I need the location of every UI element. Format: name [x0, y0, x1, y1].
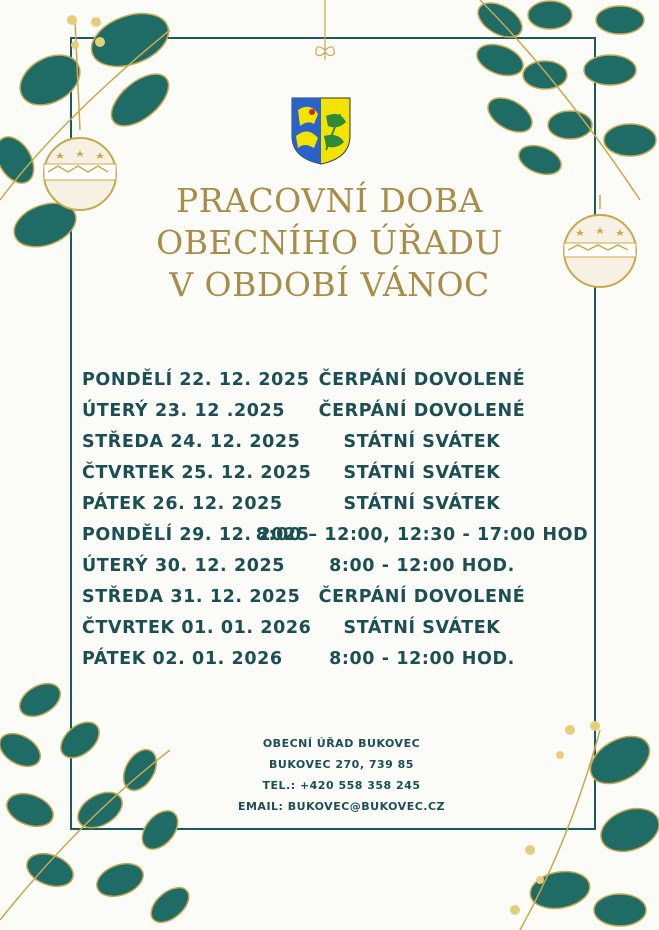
schedule-row: [82, 463, 602, 494]
schedule-day: ČTVRTEK 25. 12. 2025: [82, 463, 312, 483]
schedule-row: [82, 556, 602, 587]
schedule-row: [82, 618, 602, 649]
title-line-3: V OBDOBÍ VÁNOC: [169, 265, 490, 304]
page-title: [0, 180, 659, 306]
schedule-info: ČERPÁNÍ DOVOLENÉ: [318, 401, 526, 421]
schedule-row: [82, 494, 602, 525]
footer-office: OBECNÍ ÚŘAD BUKOVEC: [262, 737, 421, 750]
schedule-info: ČERPÁNÍ DOVOLENÉ: [318, 370, 526, 390]
ornament-string-icon: [310, 0, 340, 75]
schedule-day: PONDĚLÍ 29. 12. 2025: [82, 525, 310, 545]
schedule-row: [82, 370, 602, 401]
schedule-day: STŘEDA 24. 12. 2025: [82, 432, 301, 452]
footer-address: BUKOVEC 270, 739 85: [269, 758, 414, 771]
schedule-day: PÁTEK 02. 01. 2026: [82, 649, 283, 669]
schedule-day: ÚTERÝ 30. 12. 2025: [82, 556, 286, 576]
leaf-branch-icon: [470, 0, 659, 200]
footer-email: EMAIL: BUKOVEC@BUKOVEC.CZ: [237, 800, 446, 813]
schedule-day: PÁTEK 26. 12. 2025: [82, 494, 283, 514]
schedule-row: [82, 401, 602, 432]
schedule-info: STÁTNÍ SVÁTEK: [343, 494, 501, 514]
schedule-day: PONDĚLÍ 22. 12. 2025: [82, 370, 310, 390]
title-line-1: PRACOVNÍ DOBA: [176, 181, 483, 220]
schedule-day: STŘEDA 31. 12. 2025: [82, 587, 301, 607]
schedule-day: ČTVRTEK 01. 01. 2026: [82, 618, 312, 638]
leaf-branch-icon: [500, 720, 659, 930]
schedule-info: STÁTNÍ SVÁTEK: [343, 463, 501, 483]
schedule-row: [82, 587, 602, 618]
schedule-info: 8:00 – 12:00, 12:30 - 17:00 HOD: [255, 525, 589, 545]
footer-phone: TEL.: +420 558 358 245: [262, 779, 421, 792]
schedule-info: ČERPÁNÍ DOVOLENÉ: [318, 587, 526, 607]
schedule-info: 8:00 - 12:00 HOD.: [329, 649, 515, 669]
schedule-row: [82, 432, 602, 463]
leaf-branch-icon: [0, 670, 200, 930]
schedule-row: [82, 525, 602, 556]
coat-of-arms-icon: [290, 96, 352, 166]
schedule-info: STÁTNÍ SVÁTEK: [343, 432, 501, 452]
schedule-day: ÚTERÝ 23. 12 .2025: [82, 401, 286, 421]
schedule-info: STÁTNÍ SVÁTEK: [343, 618, 501, 638]
schedule-list: [82, 370, 602, 680]
title-line-2: OBECNÍHO ÚŘADU: [156, 223, 503, 262]
schedule-info: 8:00 - 12:00 HOD.: [329, 556, 515, 576]
